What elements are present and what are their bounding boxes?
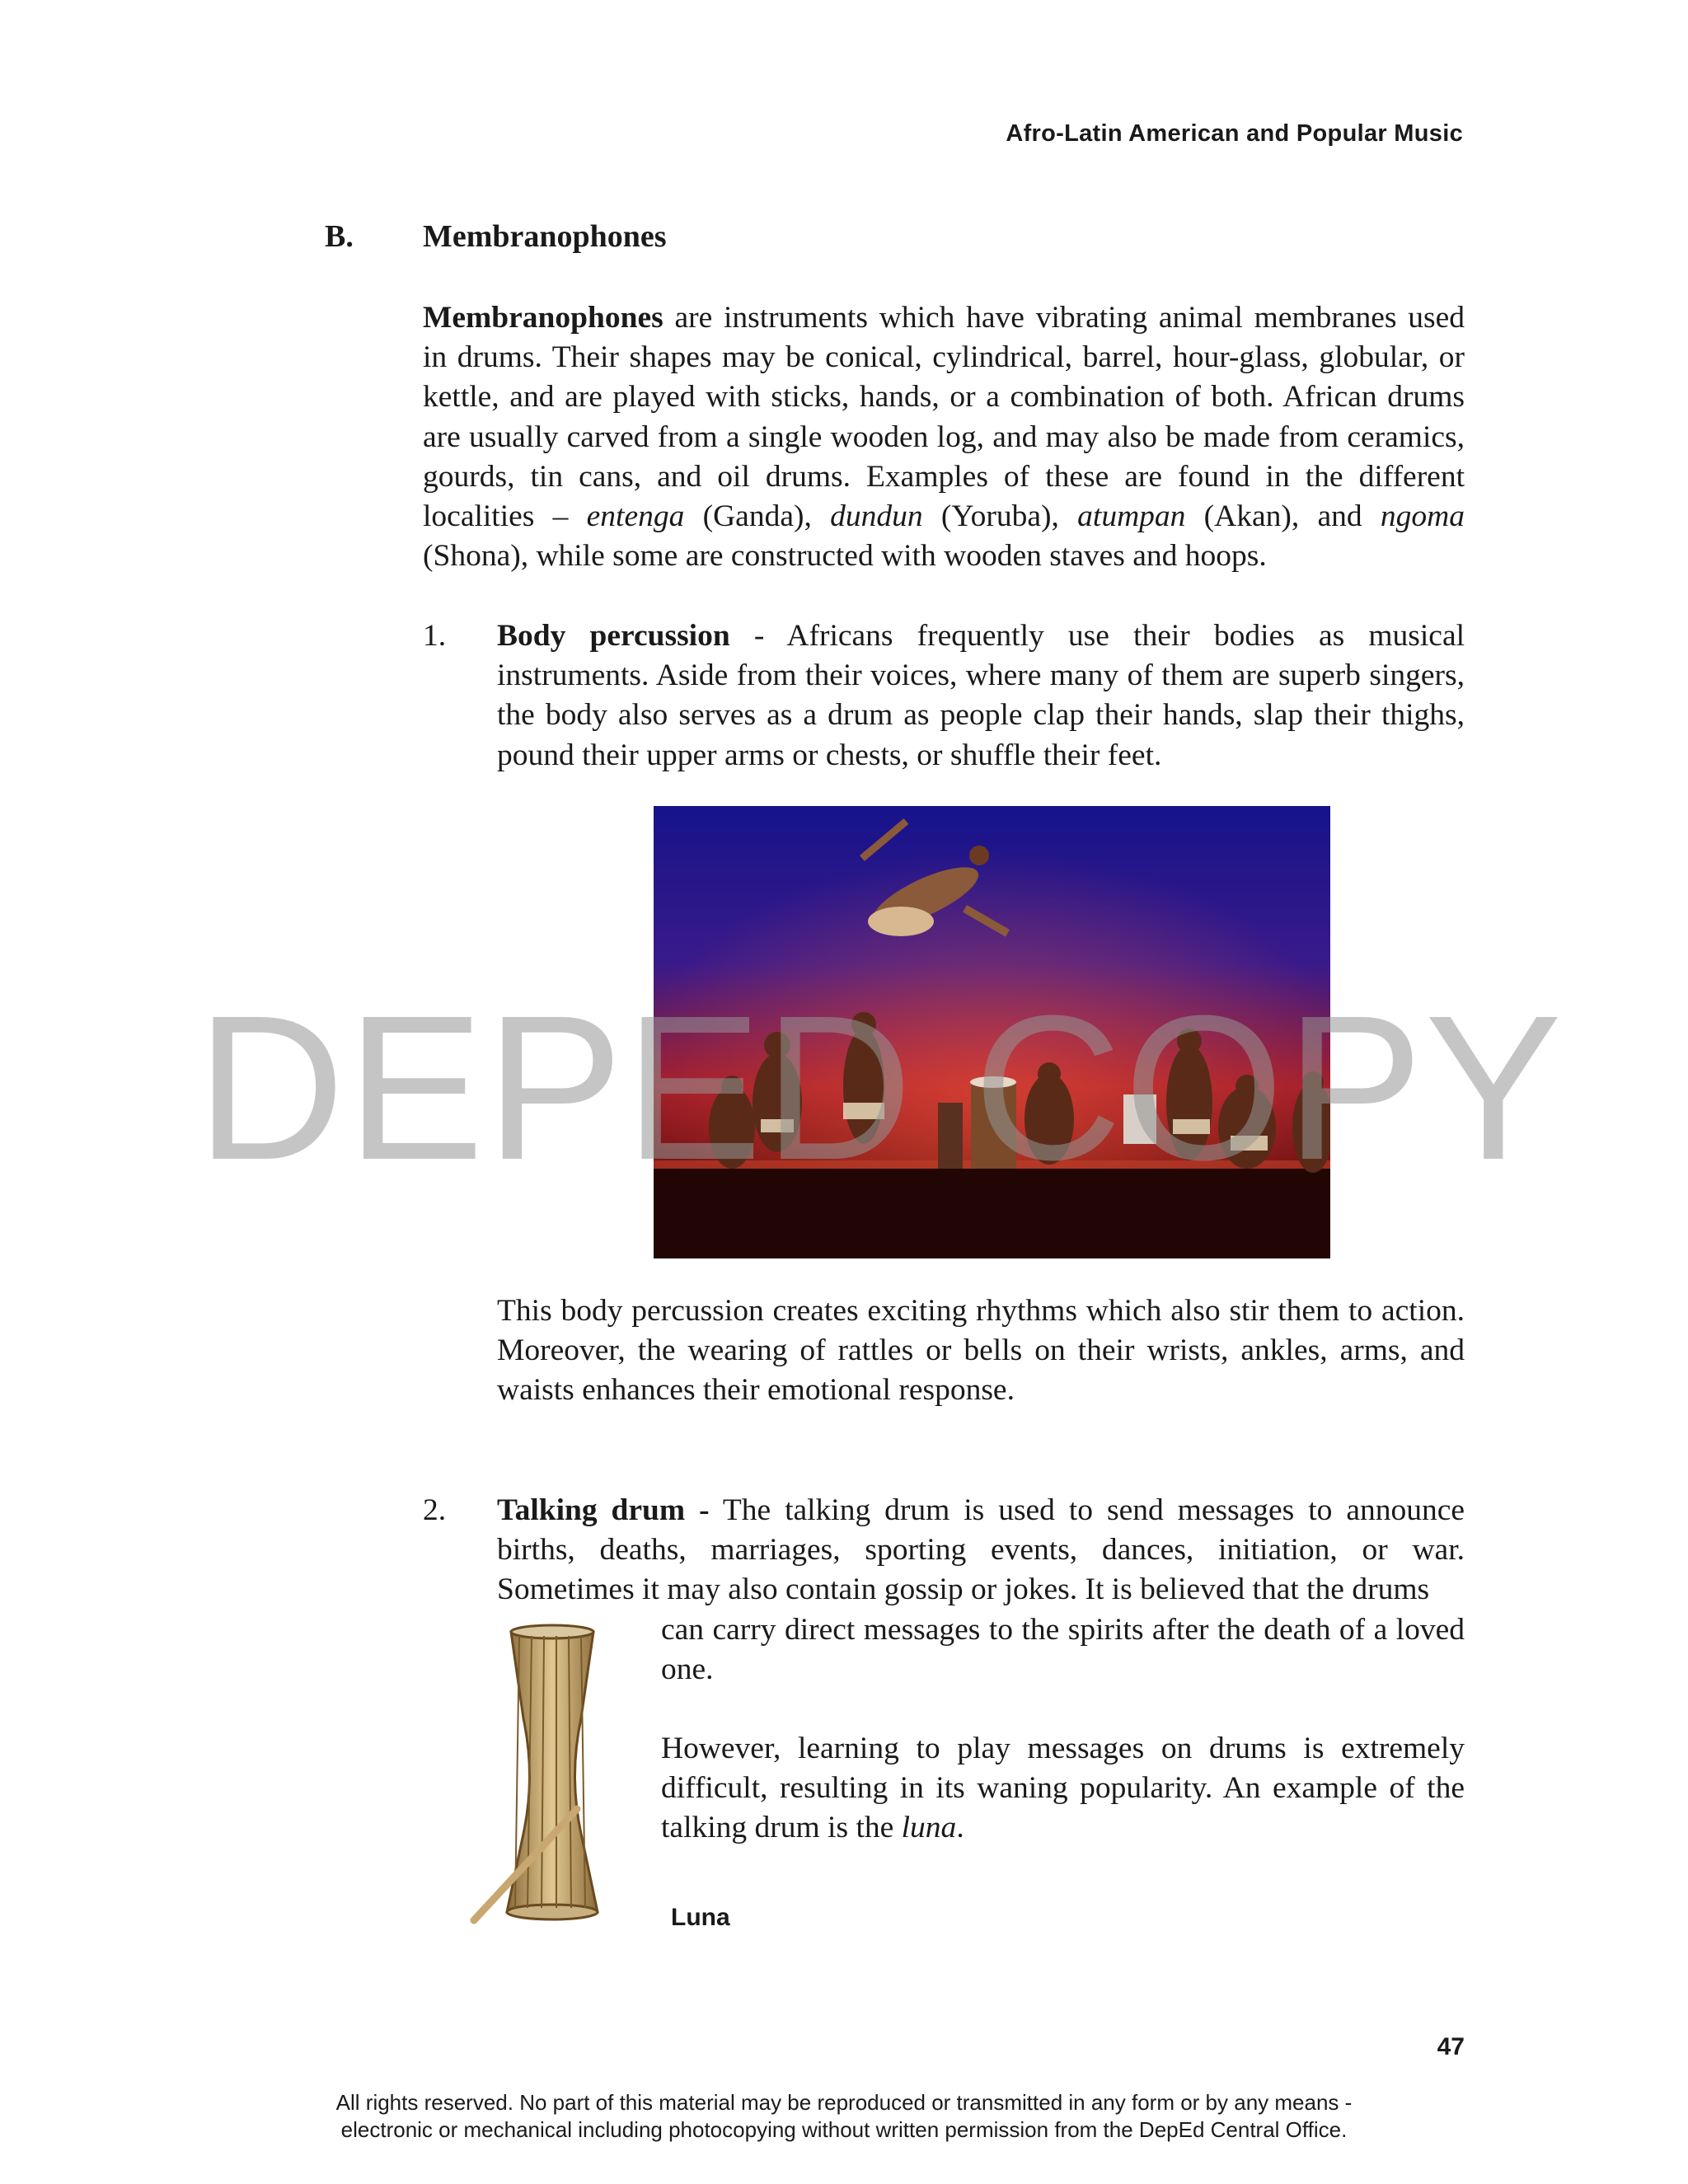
luna-talking-drum-photo <box>466 1619 639 1933</box>
section-letter: B. <box>325 219 354 254</box>
example-group-2: (Yoruba), <box>922 499 1078 534</box>
watermark: DEPED COPY <box>196 972 1564 1202</box>
example-atumpan: atumpan <box>1077 499 1186 534</box>
intro-lead-term: Membranophones <box>423 301 663 335</box>
example-dundun: dundun <box>830 499 923 534</box>
luna-term: luna <box>901 1811 957 1845</box>
page-number: 47 <box>1437 2033 1465 2060</box>
intro-text-2: (Shona), while some are constructed with wooden staves and hoops. <box>423 539 1267 574</box>
footer-line-1: All rights reserved. No part of this material may be reproduced or transmitted in any form or by any means - <box>335 2090 1353 2115</box>
luna-caption: Luna <box>671 1904 730 1931</box>
african-dance-performance-photo <box>654 806 1330 1258</box>
talking-drum-text: The talking drum is used to send messages to announce births, deaths, marriages, sporting events, dances, initiation, or war. Sometimes it may also contain gossip or jokes. It is believed that the drums <box>497 1493 1465 1607</box>
example-entenga: entenga <box>586 499 685 534</box>
body-percussion-paragraph <box>497 616 1465 776</box>
talking-drum-para2-text: However, learning to play messages on drums is extremely difficult, resulting in its waning popularity. An example of the talking drum is the <box>661 1732 1465 1845</box>
section-title: Membranophones <box>423 219 667 254</box>
list-item-number: 1. <box>423 619 447 653</box>
talking-drum-wrap-text: can carry direct messages to the spirits after the death of a loved one. <box>661 1613 1465 1687</box>
intro-paragraph <box>423 298 1465 576</box>
body-percussion-term: Body percussion <box>497 619 730 653</box>
talking-drum-term: Talking drum - <box>497 1493 710 1527</box>
talking-drum-para2-end: . <box>956 1811 964 1845</box>
list-item-number: 2. <box>423 1493 447 1527</box>
running-header: Afro-Latin American and Popular Music <box>1006 120 1463 147</box>
talking-drum-second-paragraph <box>661 1729 1465 1849</box>
footer-line-2: electronic or mechanical including photocopying without written permission from the DepEd Central Office. <box>340 2117 1348 2142</box>
example-ngoma: ngoma <box>1380 499 1465 534</box>
talking-drum-paragraph <box>497 1491 1465 1610</box>
example-group-1: (Ganda), <box>684 499 831 534</box>
body-percussion-text: - Africans frequently use their bodies as musical instruments. Aside from their voices, where many of them are superb singers, the body also serves as a drum as people clap their hands, slap their thighs, pound their upper arms or chests, or shuffle their feet. <box>497 619 1465 772</box>
copyright-footer <box>247 2089 1441 2144</box>
body-percussion-followup: This body percussion creates exciting rhythms which also stir them to action. Moreover, the wearing of rattles or bells on their wrists, ankles, arms, and waists enhances their emotional response. <box>497 1294 1465 1408</box>
example-group-3: (Akan), and <box>1185 499 1381 534</box>
intro-text-1: are instruments which have vibrating animal membranes used in drums. Their shapes may be conical, cylindrical, barrel, hour-glass, globular, or kettle, and are played with sticks, hands, or a combination of both. African drums are usually carved from a single wooden log, and may also be made from ceramics, gourds, tin cans, and oil drums. Examples of these are found in the different localities – <box>423 301 1465 534</box>
